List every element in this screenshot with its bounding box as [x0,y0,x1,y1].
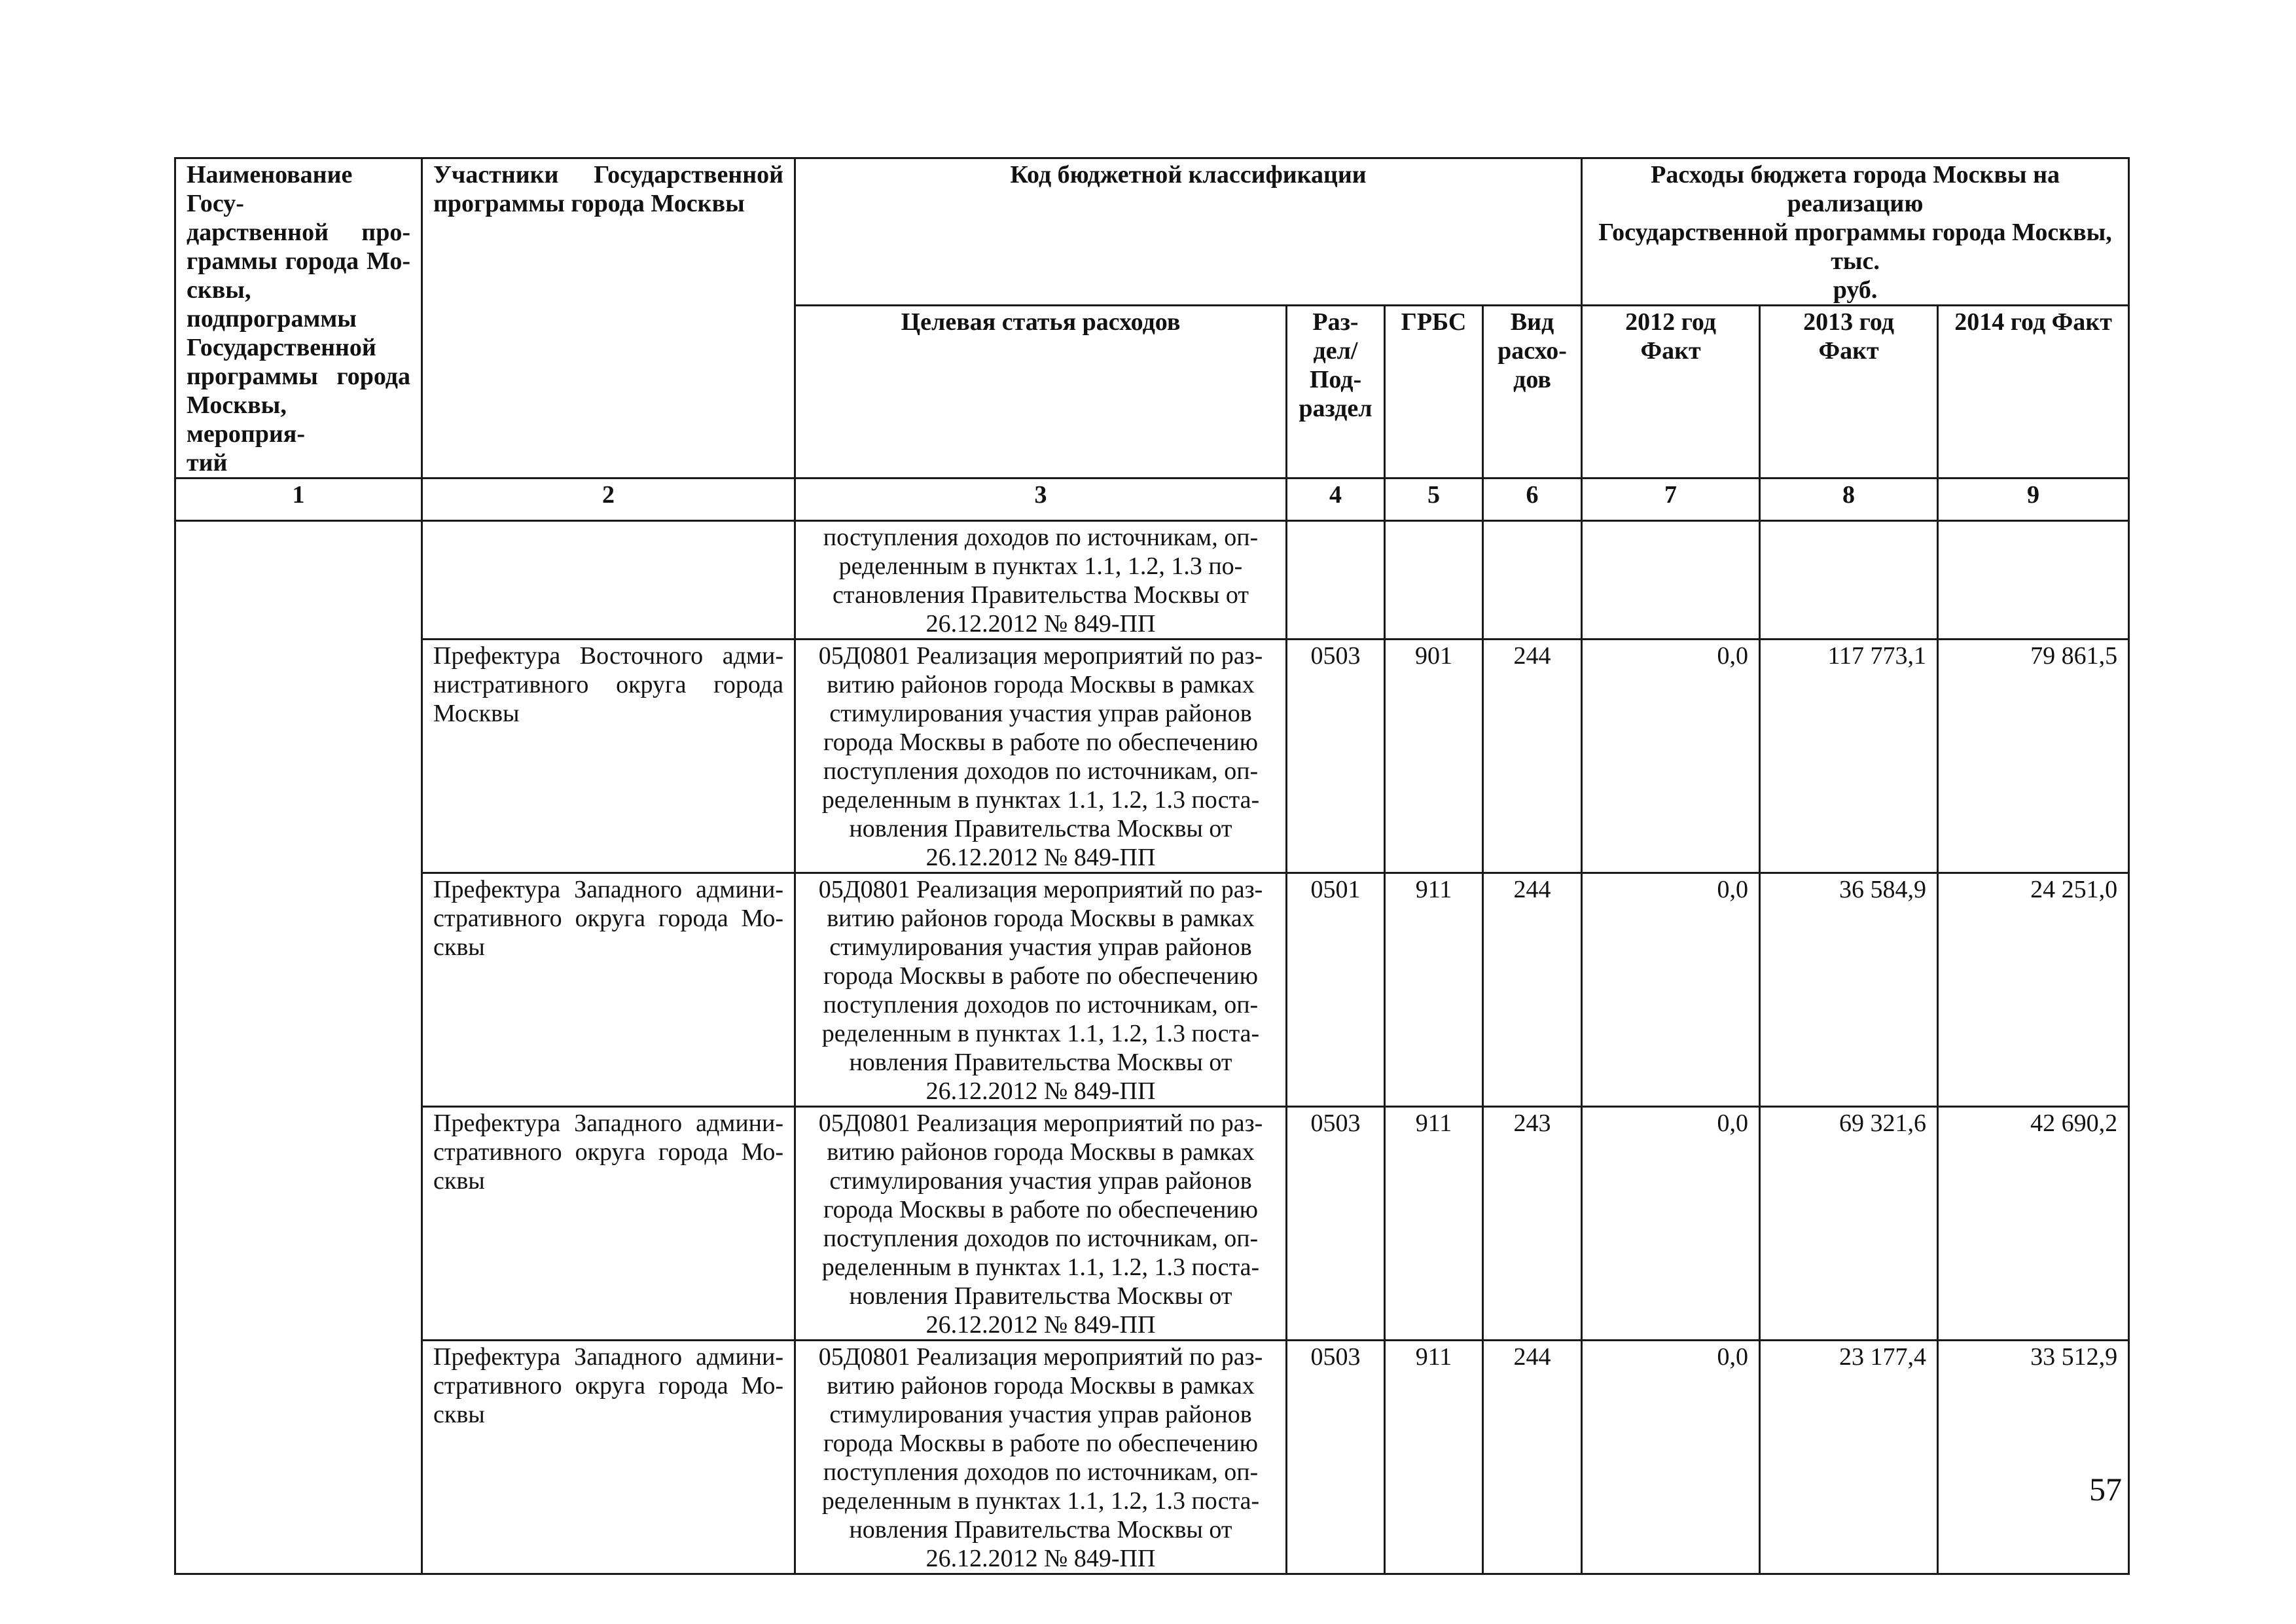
budget-table [174,157,2130,1575]
text-line: сквы [433,1401,485,1428]
grbs-cell: 911 [1385,873,1483,1107]
text-line: дарственной про- [187,219,410,246]
text-line: тий [187,449,228,477]
kind-cell [1483,521,1582,640]
kind-cell: 244 [1483,640,1582,873]
text-line: сквы [433,933,485,961]
header-col1 [175,158,422,478]
text-line: Префектура Восточного адми- [433,642,783,670]
text-line: Государственной программы города Москвы, тыс. [1598,219,2112,275]
text-line: витию районов города Москвы в рамках [827,1138,1255,1166]
text-line: города Москвы в работе по обеспечению [823,1196,1259,1223]
text-line: стимулирования участия управ районов [829,700,1252,727]
text-line: ределенным в пунктах 1.1, 1.2, 1.3 поста- [821,1487,1260,1515]
text-line: стимулирования участия управ районов [829,933,1252,961]
column-number: 5 [1385,478,1483,521]
fact-2012-cell: 0,0 [1582,1107,1760,1341]
participant-cell [422,1341,795,1574]
text-line: города Москвы в работе по обеспечению [823,962,1259,990]
text-line: поступления доходов по источникам, оп- [823,757,1259,785]
grbs-cell [1385,521,1483,640]
participant-cell [422,873,795,1107]
fact-2013-cell: 117 773,1 [1760,640,1938,873]
text-line: Участники Государственной [433,161,783,189]
fact-2014-cell: 79 861,5 [1938,640,2129,873]
article-cell [795,1107,1287,1341]
text-line: 26.12.2012 № 849-ПП [925,1311,1156,1339]
text-line: новления Правительства Москвы от [849,1049,1232,1076]
column-number: 8 [1760,478,1938,521]
column-number: 3 [795,478,1287,521]
fact-2013-cell [1760,521,1938,640]
fact-2012-cell: 0,0 [1582,640,1760,873]
fact-2013-cell: 36 584,9 [1760,873,1938,1107]
kind-cell: 244 [1483,1341,1582,1574]
header-code-group: Код бюджетной классификации [795,158,1582,306]
column-number: 2 [422,478,795,521]
text-line: витию районов города Москвы в рамках [827,671,1255,698]
text-line: стративного округа города Мо- [433,905,783,932]
text-line: дел/ [1313,337,1358,365]
column-number: 9 [1938,478,2129,521]
section-cell: 0501 [1287,873,1385,1107]
text-line: поступления доходов по источникам, оп- [823,1225,1259,1252]
header-col7: 2012 год Факт [1582,306,1760,478]
page-number: 57 [2089,1471,2122,1507]
participant-cell [422,521,795,640]
article-cell [795,873,1287,1107]
text-line: становления Правительства Москвы от [833,581,1249,609]
column-number: 6 [1483,478,1582,521]
text-line: стративного округа города Мо- [433,1372,783,1399]
text-line: Государственной [187,334,376,361]
text-line: 05Д0801 Реализация мероприятий по раз- [818,1110,1263,1137]
participant-cell [422,640,795,873]
text-line: ределенным в пунктах 1.1, 1.2, 1.3 поста- [821,786,1260,814]
column-number: 4 [1287,478,1385,521]
text-line: стимулирования участия управ районов [829,1401,1252,1428]
text-line: сквы [433,1167,485,1195]
text-line: сквы, подпрограммы [187,276,357,333]
text-line: ределенным в пунктах 1.1, 1.2, 1.3 по- [838,552,1243,580]
text-line: 05Д0801 Реализация мероприятий по раз- [818,1343,1263,1371]
kind-cell: 244 [1483,873,1582,1107]
fact-2012-cell [1582,521,1760,640]
section-cell: 0503 [1287,1107,1385,1341]
fact-2012-cell: 0,0 [1582,1341,1760,1574]
column-number-row [175,478,2129,521]
text-line: 05Д0801 Реализация мероприятий по раз- [818,876,1263,903]
text-line: нистративного округа города [433,671,783,698]
section-cell: 0503 [1287,1341,1385,1574]
text-line: стративного округа города Мо- [433,1138,783,1166]
text-line: ределенным в пунктах 1.1, 1.2, 1.3 поста- [821,1020,1260,1047]
table-row [175,1107,2129,1341]
fact-2014-cell: 33 512,9 [1938,1341,2129,1574]
table-row [175,1341,2129,1574]
text-line: Префектура Западного админи- [433,1110,783,1137]
table-row [175,521,2129,640]
header-col3: Целевая статья расходов [795,306,1287,478]
header-row-top [175,158,2129,306]
header-expenses-group [1582,158,2129,306]
text-line: расхо- [1498,337,1567,365]
program-name-cell [175,521,422,1574]
text-line: витию районов города Москвы в рамках [827,1372,1255,1399]
text-line: города Москвы в работе по обеспечению [823,1430,1259,1457]
text-line: поступления доходов по источникам, оп- [823,524,1259,551]
fact-2014-cell [1938,521,2129,640]
text-line: Вид [1510,308,1554,336]
text-line: ределенным в пунктах 1.1, 1.2, 1.3 поста- [821,1254,1260,1281]
text-line: новления Правительства Москвы от [849,1516,1232,1543]
text-line: Под- [1309,366,1362,393]
text-line: поступления доходов по источникам, оп- [823,991,1259,1019]
fact-2013-cell: 69 321,6 [1760,1107,1938,1341]
text-line: программы города Москвы [433,190,745,217]
fact-2014-cell: 24 251,0 [1938,873,2129,1107]
text-line: Москвы, мероприя- [187,391,306,448]
header-col9: 2014 год Факт [1938,306,2129,478]
text-line: стимулирования участия управ районов [829,1167,1252,1195]
text-line: города Москвы в работе по обеспечению [823,729,1259,756]
fact-2014-cell: 42 690,2 [1938,1107,2129,1341]
table-row [175,640,2129,873]
section-cell: 0503 [1287,640,1385,873]
text-line: поступления доходов по источникам, оп- [823,1458,1259,1486]
text-line: Префектура Западного админи- [433,1343,783,1371]
article-cell [795,521,1287,640]
text-line: 26.12.2012 № 849-ПП [925,1545,1156,1572]
article-cell [795,1341,1287,1574]
header-col4 [1287,306,1385,478]
fact-2013-cell: 23 177,4 [1760,1341,1938,1574]
text-line: Раз- [1312,308,1359,336]
text-line: витию районов города Москвы в рамках [827,905,1255,932]
header-col5: ГРБС [1385,306,1483,478]
participant-cell [422,1107,795,1341]
section-cell [1287,521,1385,640]
column-number: 7 [1582,478,1760,521]
text-line: граммы города Мо- [187,247,410,275]
header-col6 [1483,306,1582,478]
text-line: Расходы бюджета города Москвы на реализацию [1651,161,2060,217]
grbs-cell: 901 [1385,640,1483,873]
text-line: 26.12.2012 № 849-ПП [925,610,1156,638]
text-line: руб. [1833,276,1878,304]
text-line: раздел [1299,395,1372,422]
text-line: новления Правительства Москвы от [849,1282,1232,1310]
text-line: Префектура Западного админи- [433,876,783,903]
table-row [175,873,2129,1107]
column-number: 1 [175,478,422,521]
text-line: Наименование Госу- [187,161,353,217]
fact-2012-cell: 0,0 [1582,873,1760,1107]
text-line: Москвы [433,700,520,727]
text-line: программы города [187,363,410,390]
header-col8: 2013 год Факт [1760,306,1938,478]
text-line: дов [1513,366,1551,393]
grbs-cell: 911 [1385,1341,1483,1574]
text-line: 05Д0801 Реализация мероприятий по раз- [818,642,1263,670]
text-line: новления Правительства Москвы от [849,815,1232,842]
text-line: 26.12.2012 № 849-ПП [925,1077,1156,1105]
article-cell [795,640,1287,873]
kind-cell: 243 [1483,1107,1582,1341]
grbs-cell: 911 [1385,1107,1483,1341]
text-line: 26.12.2012 № 849-ПП [925,844,1156,871]
header-col2 [422,158,795,478]
